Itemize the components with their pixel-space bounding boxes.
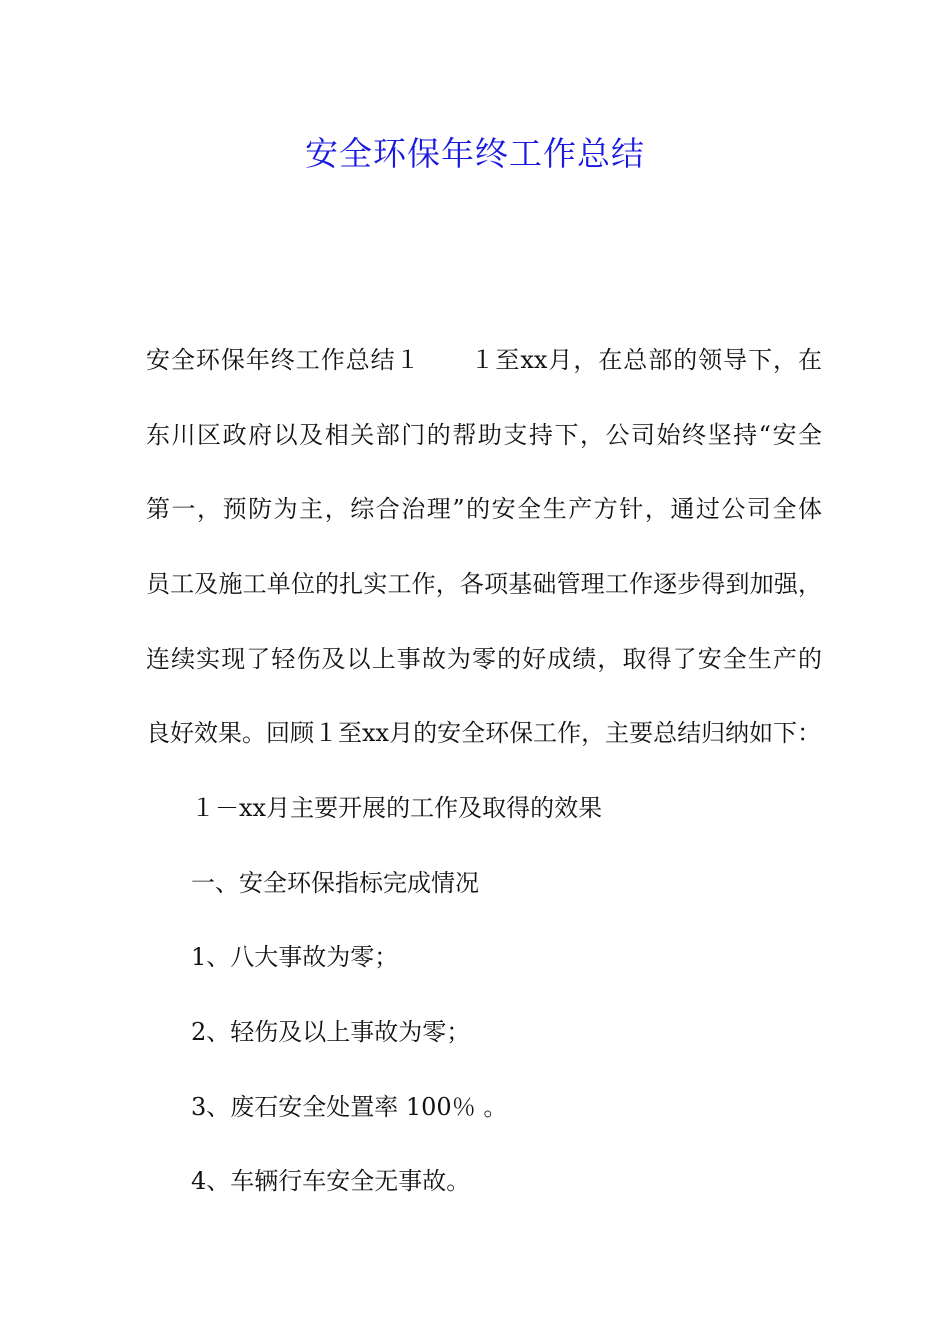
paragraph-line-1: 安全环保年终工作总结１ １至xx月，在总部的领导下，在 bbox=[146, 346, 822, 374]
list-item: 4、车辆行车安全无事故。 bbox=[191, 1167, 471, 1195]
paragraph-line-5: 连续实现了轻伤及以上事故为零的好成绩，取得了安全生产的 bbox=[146, 645, 822, 673]
paragraph-line-6: 良好效果。回顾１至xx月的安全环保工作，主要总结归纳如下： bbox=[146, 719, 822, 747]
list-item: 3、废石安全处置率 100％ 。 bbox=[191, 1093, 508, 1121]
subsection-heading: 一、安全环保指标完成情况 bbox=[191, 869, 479, 897]
list-item: 1、八大事故为零； bbox=[191, 943, 399, 971]
paragraph-line-2: 东川区政府以及相关部门的帮助支持下，公司始终坚持“安全 bbox=[146, 421, 822, 449]
paragraph-line-3: 第一，预防为主，综合治理”的安全生产方针，通过公司全体 bbox=[146, 495, 822, 523]
list-item: 2、轻伤及以上事故为零； bbox=[191, 1018, 471, 1046]
document-title: 安全环保年终工作总结 bbox=[305, 134, 645, 173]
section-heading: １－xx月主要开展的工作及取得的效果 bbox=[191, 794, 603, 822]
paragraph-line-4: 员工及施工单位的扎实工作，各项基础管理工作逐步得到加强， bbox=[146, 570, 822, 598]
